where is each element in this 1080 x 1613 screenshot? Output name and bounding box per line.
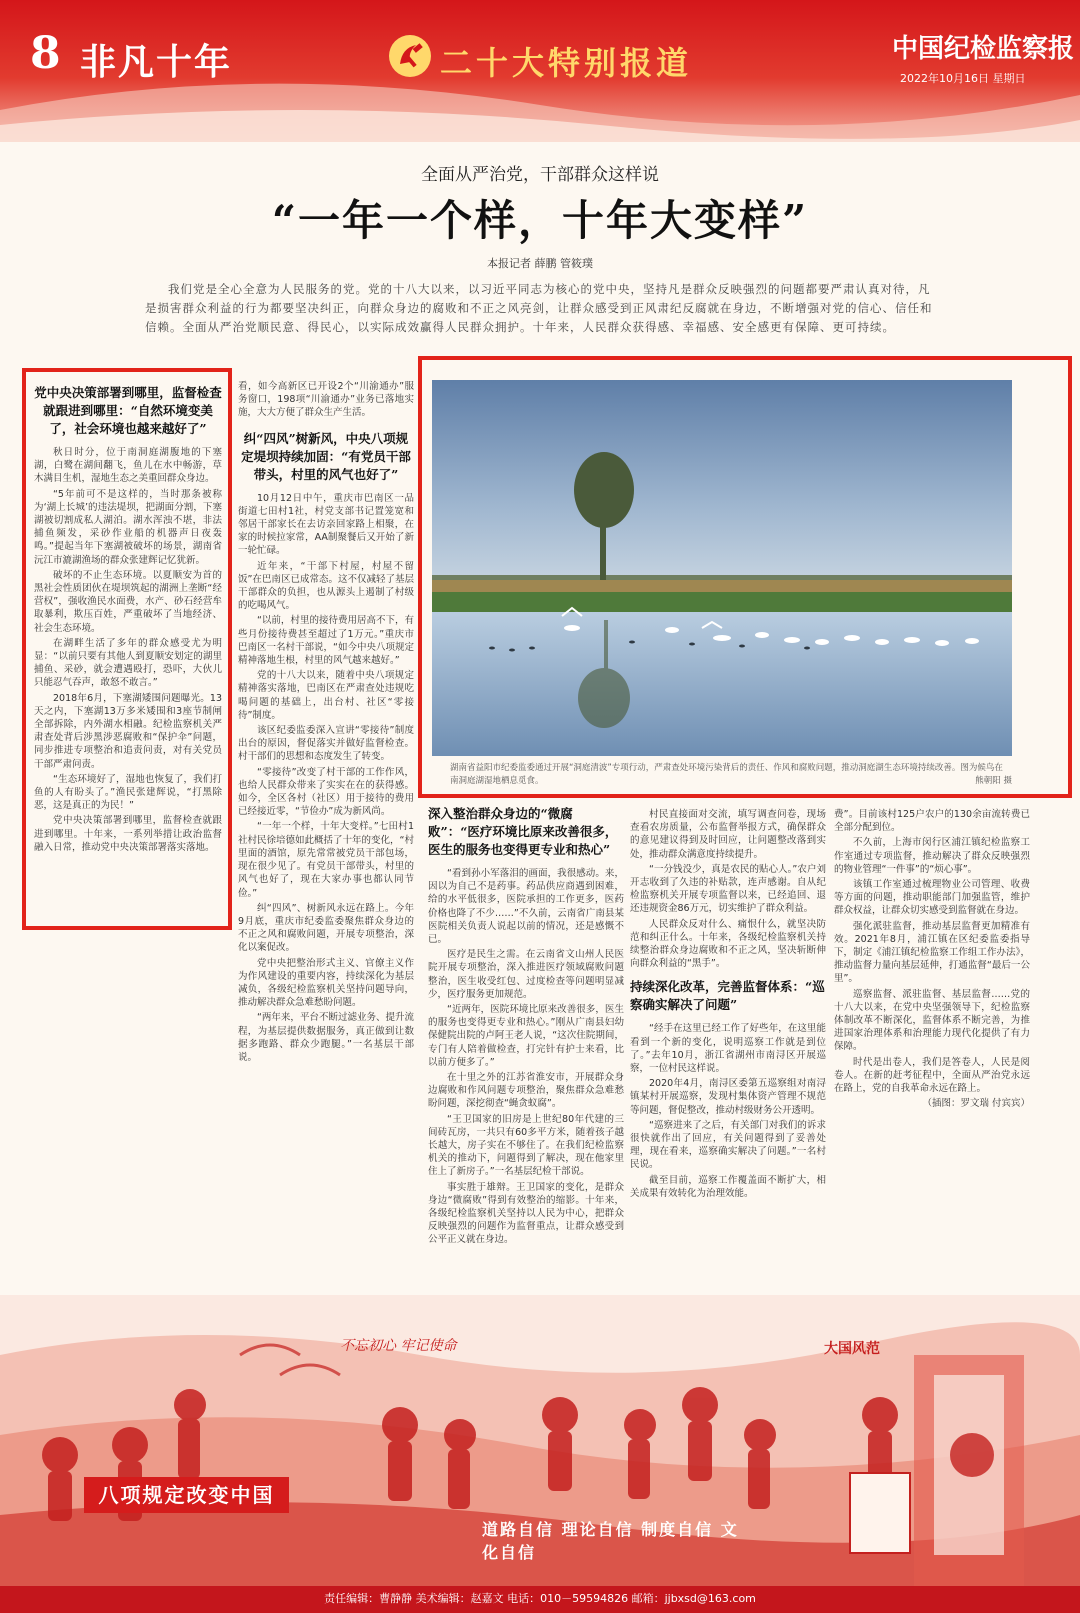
column-4 xyxy=(630,808,826,1283)
column1-paragraph: 破坏的不止生态环境。以夏顺安为首的黑社会性质团伙在堤坝筑起的湖洲上垄断“经营权”，强收渔民水面费，水产、砂石经营牟取暴利，欺压百姓，严重破坏了当地经济、社会生态环境。 xyxy=(34,569,222,634)
column3-subhead: 深入整治群众身边的“微腐败”：“医疗环境比原来改善很多，医生的服务也变得更专业和热心” xyxy=(428,806,618,857)
page-number: 8 xyxy=(30,28,61,79)
column1-paragraph: 2018年6月，下塞湖矮围问题曝光。13天之内，下塞湖13万多米矮围和3座节制闸全部拆除，内外湖水相融。纪检监察机关严肃查处背后涉黑涉恶腐败和“保护伞”问题，同步推进专项整治和追责问责，对有关党员干部严肃问责。 xyxy=(34,692,222,770)
footer-badge: 大国风范 xyxy=(824,1341,880,1357)
column2-paragraph: 纠“四风”、树新风永远在路上。今年9月底，重庆市纪委监委聚焦群众身边的不正之风和腐败问题，开展专项整治，深化以案促改。 xyxy=(238,902,414,954)
column1-paragraph: 秋日时分，位于南洞庭湖腹地的下塞湖，白鹭在湖间翻飞，鱼儿在水中畅游，草木满目生机，湿地生态之美重回群众身边。 xyxy=(34,447,222,485)
headline-kicker: 全面从严治党，干部群众这样说 xyxy=(421,165,659,185)
column2-paragraph: 党中央把整治形式主义、官僚主义作为作风建设的重要内容，持续深化为基层减负，各级纪检监察机关坚持问题导向，推动解决群众急难愁盼问题。 xyxy=(238,957,414,1009)
column4-paragraph: 截至目前，巡察工作覆盖面不断扩大，相关成果有效转化为治理效能。 xyxy=(630,1174,826,1199)
column1-paragraph: “5年前可不是这样的，当时那条被称为‘湖上长城’的违法堤坝，把湖面分割，下塞湖被切割成私人湖泊。湖水浑浊不堪，非法捕鱼频发，采砂作业船的机器声日夜轰鸣。”提起当年下塞湖被破坏的场景，湖南省沅江市漉湖渔场的群众张建辉记忆犹新。 xyxy=(34,488,222,566)
column2-paragraph: 党的十八大以来，随着中央八项规定精神落实落地，巴南区在严肃查处违规吃喝问题的基础上，出台村、社区“零接待”制度。 xyxy=(238,670,414,721)
column4-subhead: 持续深化改革，完善监督体系：“巡察确实解决了问题” xyxy=(630,979,825,1013)
column2-subhead: 纠“四风”树新风，中央八项规定堤坝持续加固：“有党员干部带头，村里的风气也好了” xyxy=(241,430,411,482)
footer-banner-right: 道路自信 理论自信 制度自信 文化自信 xyxy=(482,1520,739,1562)
column3-paragraph: “王卫国家的旧房是上世纪80年代建的三间砖瓦房，一共只有60多平方米，随着孩子越长越大，房子实在不够住了。在我们纪检监察机关的推动下，问题得到了解决，现在他家里住上了新房子。”一名基层纪检干部说。 xyxy=(428,1113,624,1178)
column2-paragraph: “以前，村里的接待费用居高不下，有些月份接待费甚至超过了1万元。”重庆市巴南区一名村干部说，“如今中央八项规定精神落地生根，村里的风气越来越好。” xyxy=(238,615,414,667)
special-report-title: 二十大特别报道 xyxy=(440,44,693,82)
column4-paragraph: “巡察进来了之后，有关部门对我们的诉求很快就作出了回应，有关问题得到了妥善处理，现在看来，巡察确实解决了问题。”一名村民说。 xyxy=(630,1119,826,1171)
column5-paragraph: 强化派驻监督，推动基层监督更加精准有效。2021年8月，浦江镇在区纪委监委指导下，制定《浦江镇纪检监察工作组工作办法》，推动监督力量向基层延伸，打通监督“最后一公里”。 xyxy=(834,920,1030,985)
footer-illustration xyxy=(0,1295,1080,1613)
photo-credit: 熊朝阳 摄 xyxy=(975,776,1012,786)
column5-paragraph: 不久前，上海市闵行区浦江镇纪检监察工作室通过专项监督，推动解决了群众反映强烈的物业管理“一件事”的“烦心事”。 xyxy=(834,837,1030,875)
lake-wetland-photo xyxy=(432,380,1012,756)
illustration-credit: （插图：罗文瑞 付宾宾） xyxy=(922,1098,1030,1110)
photo-caption: 湖南省益阳市纪委监委通过开展“洞庭清波”专项行动，严肃查处环境污染背后的责任、作风和腐败问题，推动洞庭湖生态环境持续改善。图为候鸟在南洞庭湖湿地栖息觅食。 xyxy=(450,763,1003,786)
column1-paragraph: 党中央决策部署到哪里，监督检查就跟进到哪里。十年来，一系列举措让政治监督融入日常，推动党中央决策部署落实落地。 xyxy=(34,815,222,853)
column1-paragraph: 在湖畔生活了多年的群众感受尤为明显：“以前只要有其他人到夏顺安划定的湖里捕鱼、采砂，就会遭遇殴打，恐吓，大伙儿只能忍气吞声，敢怒不敢言。” xyxy=(34,637,222,689)
column2-paragraph: 该区纪委监委深入宣讲“零接待”制度出台的原因，督促落实并做好监督检查。村干部们的思想和态度发生了转变。 xyxy=(238,725,414,763)
column4-paragraph: 人民群众反对什么、痛恨什么，就坚决防范和纠正什么。十年来，各级纪检监察机关持续整治群众身边腐败和不正之风，坚决斩断伸向群众利益的“黑手”。 xyxy=(630,918,826,970)
column-3 xyxy=(428,803,624,1283)
column-5 xyxy=(834,808,1030,1283)
column2-paragraph: “两年来，平台不断过滤业务、提升流程，为基层提供数据服务，真正做到让数据多跑路、群众少跑腿。”一名基层干部说。 xyxy=(238,1012,414,1063)
column3-paragraph: 医疗是民生之需。在云南省文山州人民医院开展专项整治，深入推进医疗领域腐败问题整治，医生收受红包、过度检查等问题明显减少，医疗服务更加规范。 xyxy=(428,949,624,1000)
section-title: 非凡十年 xyxy=(80,41,233,83)
column5-paragraph: 该镇工作室通过梳理物业公司管理、收费等方面的问题，推动职能部门加强监管，维护群众权益，让群众切实感受到监督就在身边。 xyxy=(834,879,1030,917)
column4-paragraph: “一分钱没少，真是农民的贴心人。”农户刘开志收到了久违的补贴款，连声感谢。自从纪检监察机关开展专项监督以来，已经追回、退还违规资金86万元，切实维护了群众利益。 xyxy=(630,863,826,915)
column3-paragraph: 事实胜于雄辩。王卫国家的变化，是群众身边“微腐败”得到有效整治的缩影。十年来，各级纪检监察机关坚持以人民为中心，把群众反映强烈的问题作为监督重点，让群众感受到公平正义就在身边。 xyxy=(428,1181,624,1246)
column2-paragraph: 近年来，“干部下村屋，村屋不留饭”在巴南区已成常态。这不仅减轻了基层干部群众的负担，也从源头上遏制了村级的吃喝风气。 xyxy=(238,560,414,612)
column1-subhead: 党中央决策部署到哪里，监督检查就跟进到哪里：“自然环境变美了，社会环境也越来越好了” xyxy=(34,385,222,436)
column2-paragraph: “零接待”改变了村干部的工作作风，也给人民群众带来了实实在在的获得感。如今，全区各村（社区）用于接待的费用已经接近零，“节俭办”成为新风尚。 xyxy=(238,766,414,818)
issue-date: 2022年10月16日 星期日 xyxy=(900,72,1026,85)
newspaper-name: 中国纪检监察报 xyxy=(892,34,1075,64)
editorial-credits: 责任编辑：曹静静 美术编辑：赵嘉文 电话：010－59594826 邮箱：jjbxsd@163.com xyxy=(324,1592,756,1605)
column2-top-text: 看，如今高新区已开设2个“川渝通办”服务窗口，198项“川渝通办”业务已落地实施，大大方便了群众生产生活。 xyxy=(238,381,414,419)
column-2 xyxy=(238,380,414,1270)
column2-paragraph: 10月12日中午，重庆市巴南区一品街道七田村1社，村党支部书记置笼宽和邻居干部家长在去访亲回家路上相聚，在家的时候拉家常，AA制聚餐后又开始了新一轮忙碌。 xyxy=(238,492,414,557)
column4-paragraph: “经手在这里已经工作了好些年，在这里能看到一个新的变化，说明巡察工作就是到位了。”去年10月，浙江省湖州市南浔区开展巡察，一位村民这样说。 xyxy=(630,1023,826,1075)
column5-paragraph: 费”。目前该村125户农户的130余亩流转费已全部分配到位。 xyxy=(834,809,1030,834)
footer-banner-left: 八项规定改变中国 xyxy=(84,1477,289,1513)
column4-paragraph: 2020年4月，南浔区委第五巡察组对南浔镇某村开展巡察，发现村集体资产管理不规范等问题，督促整改，推动村级财务公开透明。 xyxy=(630,1078,826,1116)
column3-paragraph: “看到孙小军落泪的画面，我很感动。来，因以为自己不是药事。药品供应商遇到困难，给的水平低很多，医院承担的工作更多，医药价格也降了不少……”不久前，云南省广南县某医院相关负责人说起以前的情况，还是感慨不已。 xyxy=(428,868,624,946)
headline: “一年一个样，十年大变样” xyxy=(271,196,809,245)
column5-paragraph: 时代是出卷人，我们是答卷人，人民是阅卷人。在新的赶考征程中，全面从严治党永远在路上，党的自我革命永远在路上。 xyxy=(834,1056,1030,1095)
column3-paragraph: 在十里之外的江苏省淮安市，开展群众身边腐败和作风问题专项整治，聚焦群众急难愁盼问题，深挖彻查“蝇贪蚁腐”。 xyxy=(428,1072,624,1110)
column3-paragraph: “近两年，医院环境比原来改善很多，医生的服务也变得更专业和热心。”刚从广南县妇幼保健院出院的卢阿王老人说，“这次住院期间，专门有人陪着做检查，打完针有护士来看，比以前方便多了。” xyxy=(428,1004,624,1068)
column-1 xyxy=(34,382,222,922)
column1-paragraph: “生态环境好了，湿地也恢复了，我们打鱼的人有盼头了。”渔民张建辉说，“打黑除恶，这是真正的为民！” xyxy=(34,773,222,812)
column2-paragraph: “一年一个样，十年大变样。”七田村1社村民徐培德如此概括了十年的变化，“村里面的酒馆，原先常常被党员干部包场，现在很少见了。有党员干部带头，村里的风气也好了，现在大家办事也都认同节俭。” xyxy=(238,821,414,899)
column4-paragraph: 村民直接面对交流，填写调查问卷，现场查看农房质量，公布监督举报方式，确保群众的意见建议得到及时回应，让问题整改落到实处，推动群众满意度持续提升。 xyxy=(630,809,826,860)
lead-paragraph: 我们党是全心全意为人民服务的党。党的十八大以来，以习近平同志为核心的党中央，坚持凡是群众反映强烈的问题都要严肃认真对待，凡是损害群众利益的行为都要坚决纠正，向群众身边的腐败和不正之风亮剑，让群众感受到正风肃纪反腐就在身边，不断增强对党的信心、信任和信赖。全面从严治党顺民意、得民心，以实际成效赢得人民群众拥护。十年来，人民群众获得感、幸福感、安全感更有保障、更可持续。 xyxy=(145,282,933,334)
byline: 本报记者 薛鹏 管筱璞 xyxy=(487,257,593,270)
party-emblem-icon xyxy=(388,34,432,78)
column5-paragraph: 巡察监督、派驻监督、基层监督……党的十八大以来，在党中央坚强领导下，纪检监察体制改革不断深化，监督体系不断完善，为推进国家治理体系和治理能力现代化提供了有力保障。 xyxy=(834,988,1030,1053)
footer-slogan: 不忘初心 牢记使命 xyxy=(340,1338,457,1354)
